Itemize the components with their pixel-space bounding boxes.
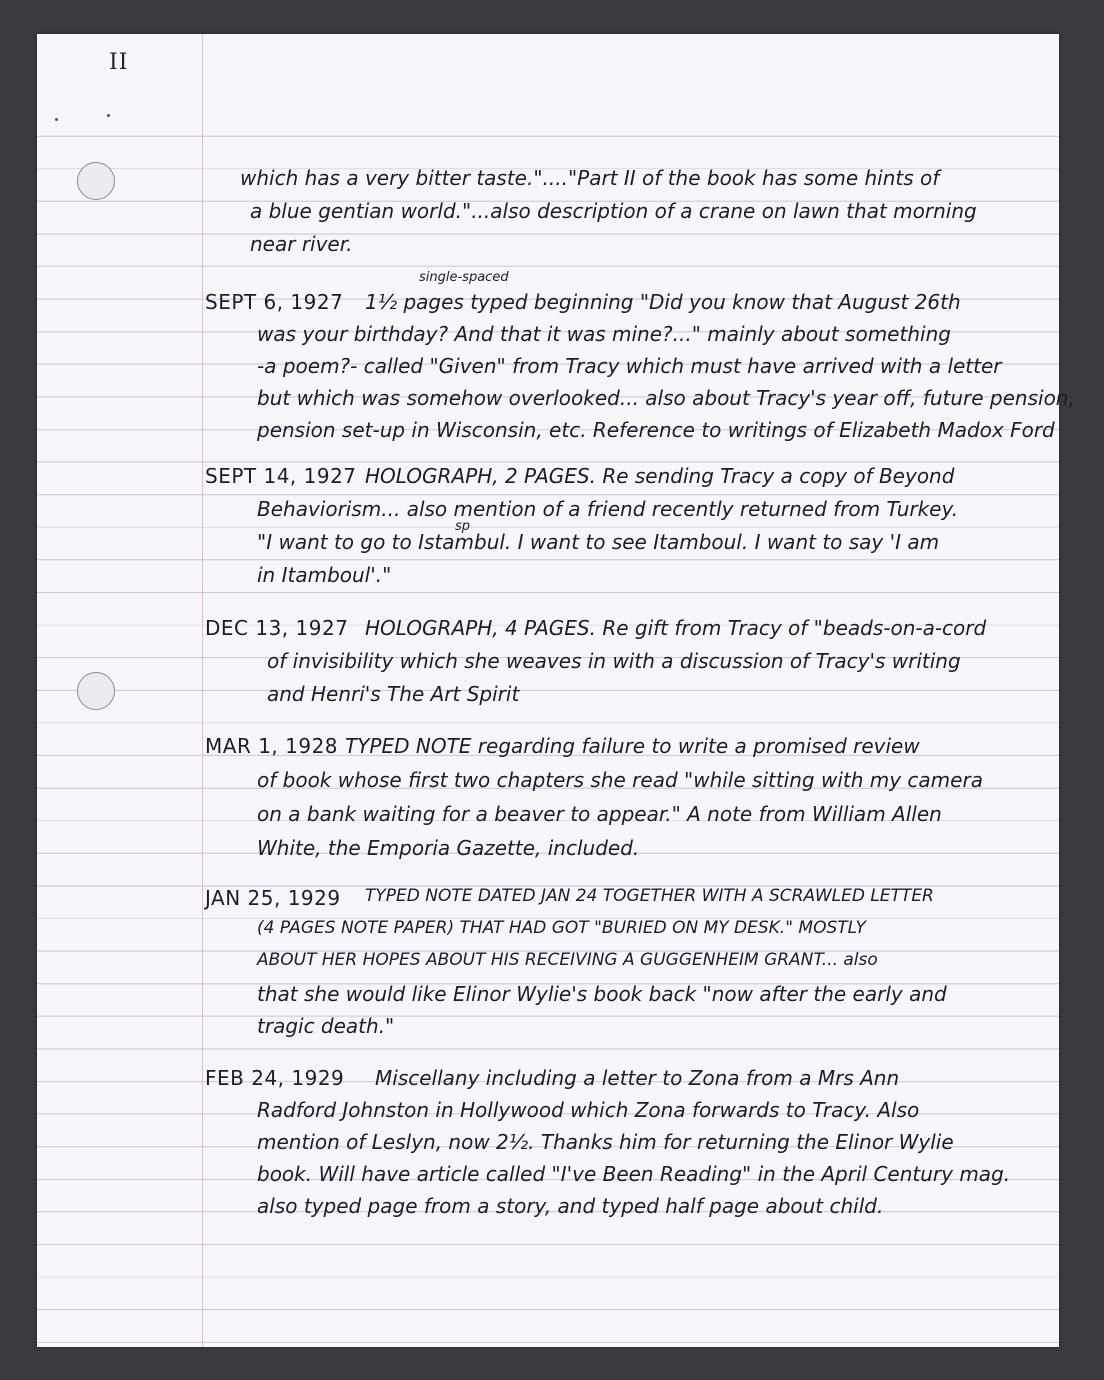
page-marker: II <box>109 50 129 75</box>
entry-line: pension set-up in Wisconsin, etc. Reference to writings of Elizabeth Madox Ford <box>257 418 1055 442</box>
entry-line: of invisibility which she weaves in with a discussion of Tracy's writing <box>267 649 961 673</box>
entry-date: MAR 1, 1928 <box>205 734 339 758</box>
entry-date: SEPT 6, 1927 <box>205 290 344 314</box>
entry-line: HOLOGRAPH, 4 PAGES. Re gift from Tracy of "beads-on-a-cord <box>365 616 987 640</box>
page-top-blank <box>37 34 1059 112</box>
intro-line: a blue gentian world."...also description of a crane on lawn that morning <box>250 199 977 223</box>
entry-line: Radford Johnston in Hollywood which Zona forwards to Tracy. Also <box>257 1098 920 1122</box>
entry-line: was your birthday? And that it was mine?..." mainly about something <box>257 322 951 346</box>
entry-date: FEB 24, 1929 <box>205 1066 345 1090</box>
entry-line: (4 PAGES NOTE PAPER) THAT HAD GOT "BURIED ON MY DESK." MOSTLY <box>257 918 866 938</box>
annotation-sp: sp <box>455 519 471 534</box>
margin-line <box>202 34 203 1347</box>
entry-line: tragic death." <box>257 1014 395 1038</box>
ink-dot <box>107 114 110 117</box>
entry-line: TYPED NOTE DATED JAN 24 TOGETHER WITH A SCRAWLED LETTER <box>365 886 934 906</box>
annotation-single-spaced: single-spaced <box>419 270 509 285</box>
entry-line: HOLOGRAPH, 2 PAGES. Re sending Tracy a copy of Beyond <box>365 464 955 488</box>
entry-line: Miscellany including a letter to Zona from a Mrs Ann <box>375 1066 900 1090</box>
entry-line: "I want to go to Istambul. I want to see Itamboul. I want to say 'I am <box>257 530 940 554</box>
entry-line: -a poem?- called "Given" from Tracy which must have arrived with a letter <box>257 354 1002 378</box>
entry-line: on a bank waiting for a beaver to appear." A note from William Allen <box>257 802 942 826</box>
entry-line: also typed page from a story, and typed half page about child. <box>257 1194 884 1218</box>
punch-hole-icon <box>77 672 115 710</box>
entry-line: but which was somehow overlooked... also about Tracy's year off, future pension, <box>257 386 1075 410</box>
ink-dot <box>55 118 58 121</box>
entry-line: book. Will have article called "I've Been Reading" in the April Century mag. <box>257 1162 1011 1186</box>
entry-line: Behaviorism... also mention of a friend recently returned from Turkey. <box>257 497 959 521</box>
punch-hole-icon <box>77 162 115 200</box>
entry-line: White, the Emporia Gazette, included. <box>257 836 640 860</box>
entry-line: TYPED NOTE regarding failure to write a promised review <box>345 734 920 758</box>
entry-line: that she would like Elinor Wylie's book back "now after the early and <box>257 982 947 1006</box>
notebook-page <box>37 34 1075 1347</box>
entry-line: in Itamboul'." <box>257 563 392 587</box>
entry-line: mention of Leslyn, now 2½. Thanks him for returning the Elinor Wylie <box>257 1130 954 1154</box>
entry-line: and Henri's The Art Spirit <box>267 682 520 706</box>
entry-date: DEC 13, 1927 <box>205 616 349 640</box>
intro-line: which has a very bitter taste."...."Part II of the book has some hints of <box>240 166 940 190</box>
entry-line: 1½ pages typed beginning "Did you know that August 26th <box>365 290 961 314</box>
entry-line: ABOUT HER HOPES ABOUT HIS RECEIVING A GUGGENHEIM GRANT... also <box>257 950 878 970</box>
entry-date: SEPT 14, 1927 <box>205 464 357 488</box>
entry-line: of book whose first two chapters she read "while sitting with my camera <box>257 768 983 792</box>
entry-date: JAN 25, 1929 <box>205 886 341 910</box>
intro-line: near river. <box>250 232 353 256</box>
